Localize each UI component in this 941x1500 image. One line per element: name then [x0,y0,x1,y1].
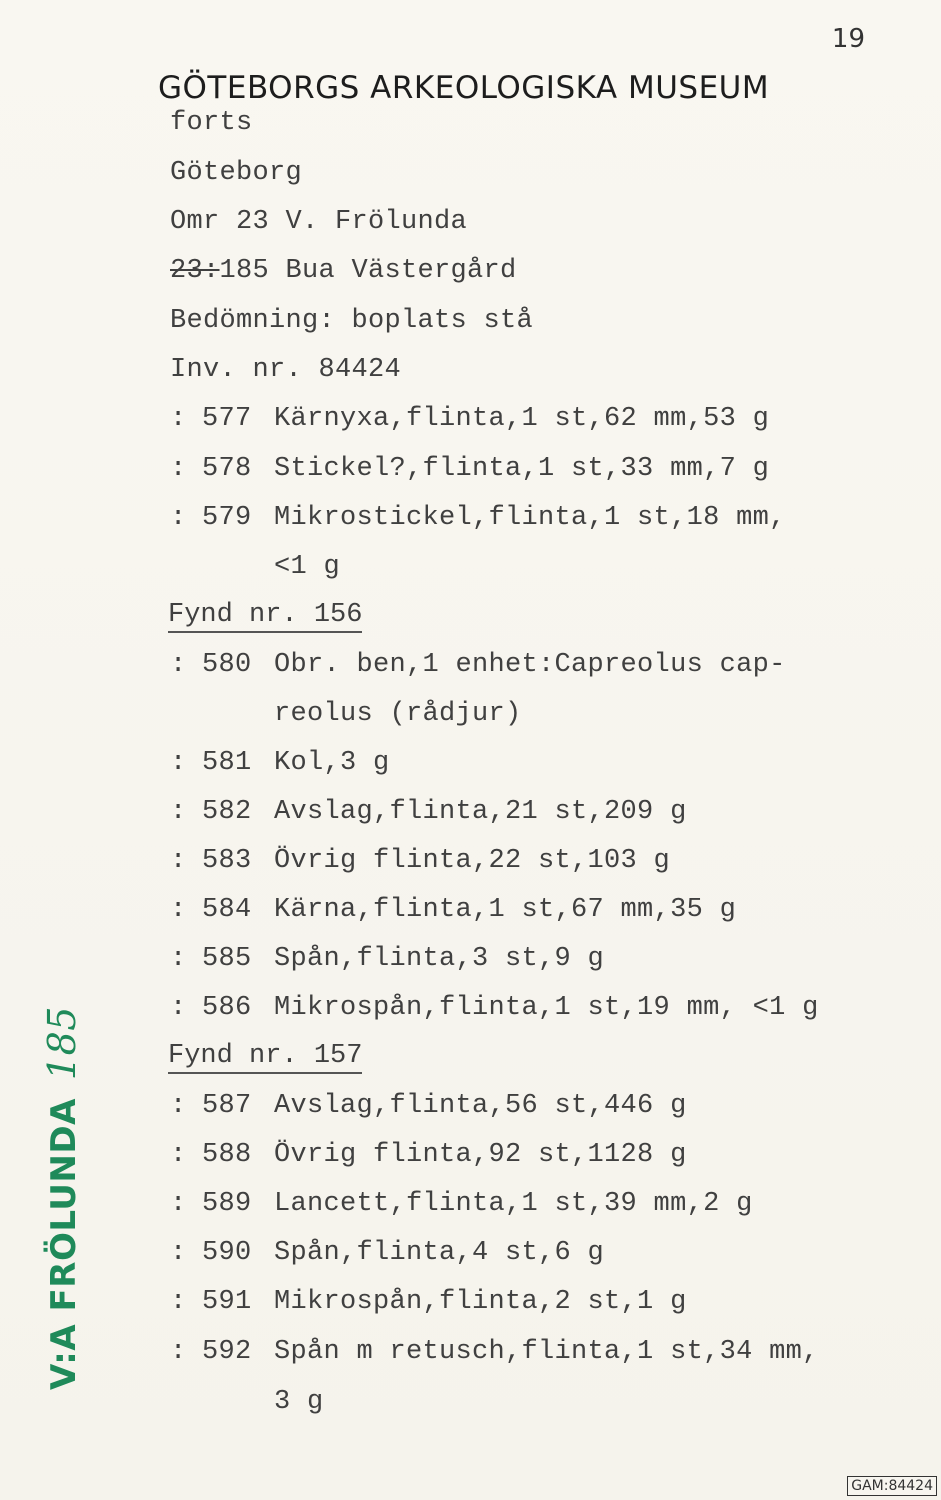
item-row [170,895,736,925]
site-name: 185 Bua Västergård [219,256,517,286]
item-continuation: 3 g [274,1387,324,1417]
item-row [170,846,670,876]
item-number: 580 [202,650,252,680]
item-number: 581 [202,748,252,778]
item-text: Spån,flinta,4 st,6 g [274,1238,605,1268]
item-row [170,944,604,974]
item-text: Spån m retusch,flinta,1 st,34 mm, [274,1337,819,1367]
city-line: Göteborg [170,158,303,188]
item-row [170,1238,604,1268]
item-text: Mikrostickel,flinta,1 st,18 mm, [274,503,786,533]
item-text: Kärna,flinta,1 st,67 mm,35 g [274,895,737,925]
item-row [170,1337,819,1367]
item-colon: : [170,993,187,1023]
inventory-stamp: GAM:84424 [847,1476,937,1496]
item-continuation: <1 g [274,552,341,582]
side-site-number: 185 [40,1006,84,1081]
find-number-156: Fynd nr. 156 [168,600,362,633]
item-text: Kärnyxa,flinta,1 st,62 mm,53 g [274,404,770,434]
item-colon: : [170,797,187,827]
item-colon: : [170,1140,187,1170]
site-struck-number: 23: [170,256,220,286]
item-colon: : [170,1238,187,1268]
item-colon: : [170,895,187,925]
item-number: 589 [202,1189,252,1219]
item-row [170,993,819,1023]
item-text: Avslag,flinta,21 st,209 g [274,797,687,827]
item-number: 579 [202,503,252,533]
item-number: 587 [202,1091,252,1121]
museum-header: GÖTEBORGS ARKEOLOGISKA MUSEUM [158,70,770,106]
item-colon: : [170,944,187,974]
item-number: 582 [202,797,252,827]
item-colon: : [170,454,187,484]
item-colon: : [170,650,187,680]
item-text: Avslag,flinta,56 st,446 g [274,1091,687,1121]
item-text: Spån,flinta,3 st,9 g [274,944,605,974]
item-row [170,797,687,827]
item-number: 584 [202,895,252,925]
item-text: Övrig flinta,22 st,103 g [274,846,671,876]
side-place-label [40,1006,84,1390]
item-number: 577 [202,404,252,434]
item-colon: : [170,1091,187,1121]
item-number: 586 [202,993,252,1023]
area-line: Omr 23 V. Frölunda [170,207,468,237]
item-colon: : [170,1287,187,1317]
item-text: Kol,3 g [274,748,390,778]
side-place-name: V:A FRÖLUNDA [44,1098,84,1390]
item-row [170,1287,687,1317]
item-colon: : [170,503,187,533]
item-text: Lancett,flinta,1 st,39 mm,2 g [274,1189,753,1219]
item-text: Obr. ben,1 enhet:Capreolus cap- [274,650,786,680]
item-row [170,1091,687,1121]
item-colon: : [170,748,187,778]
item-colon: : [170,846,187,876]
item-colon: : [170,1189,187,1219]
forts-line: forts [170,108,253,138]
item-row [170,650,786,680]
item-number: 588 [202,1140,252,1170]
assessment-line: Bedömning: boplats stå [170,306,534,336]
item-number: 590 [202,1238,252,1268]
item-text: Övrig flinta,92 st,1128 g [274,1140,687,1170]
item-row [170,1189,753,1219]
item-number: 592 [202,1337,252,1367]
find-number-157: Fynd nr. 157 [168,1041,362,1074]
item-text: Mikrospån,flinta,2 st,1 g [274,1287,687,1317]
item-row [170,1140,687,1170]
site-line [170,256,517,286]
item-colon: : [170,1337,187,1367]
item-row [170,748,390,778]
item-row [170,503,786,533]
item-row [170,454,769,484]
item-number: 585 [202,944,252,974]
item-text: Mikrospån,flinta,1 st,19 mm, <1 g [274,993,819,1023]
item-number: 591 [202,1287,252,1317]
item-continuation: reolus (rådjur) [274,699,522,729]
item-colon: : [170,404,187,434]
item-row [170,404,769,434]
item-number: 578 [202,454,252,484]
item-text: Stickel?,flinta,1 st,33 mm,7 g [274,454,770,484]
page-number: 19 [831,24,865,54]
inventory-line: Inv. nr. 84424 [170,355,402,385]
item-number: 583 [202,846,252,876]
